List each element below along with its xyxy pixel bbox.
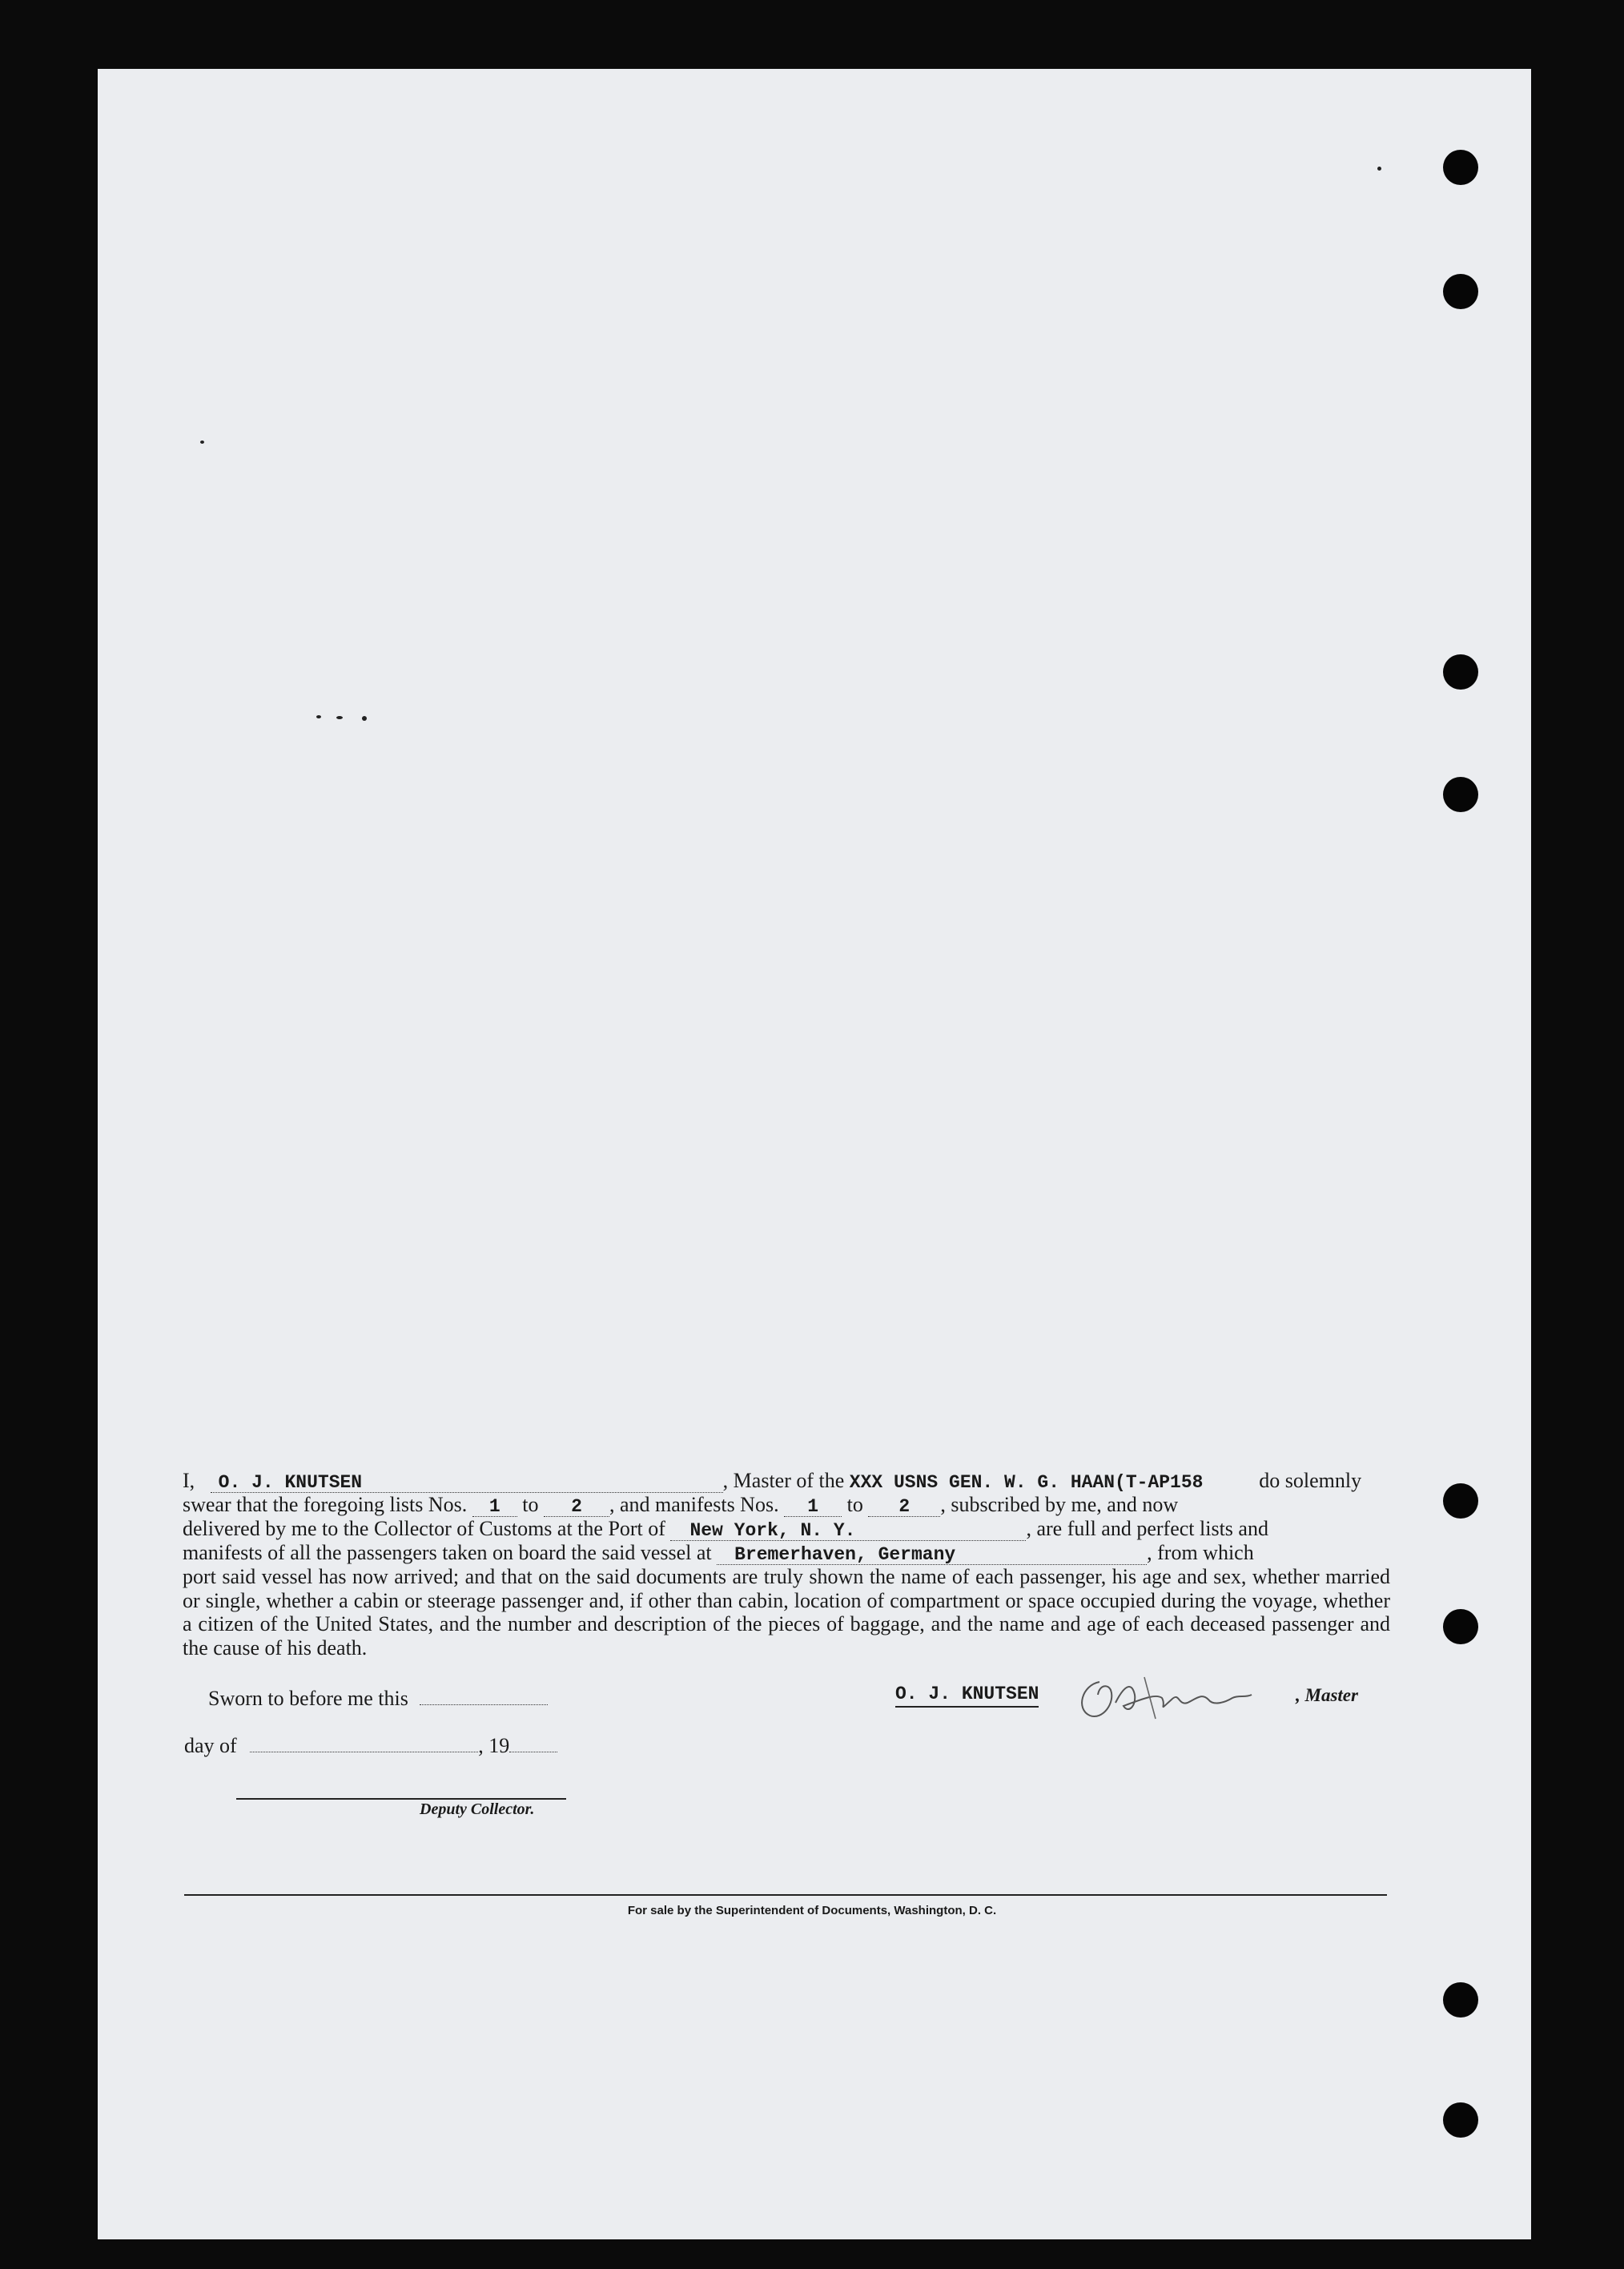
manifests-to-field: 2 [868,1498,940,1517]
sworn-date-field [420,1688,548,1705]
punch-hole [1443,1982,1478,2018]
punch-hole [1443,654,1478,690]
port-of-departure-field: Bremerhaven, Germany [717,1546,1147,1565]
day-of-row: day of , 19 [184,1734,557,1758]
oath-line-4: manifests of all the passengers taken on board the said vessel at Bremerhaven, Germany , from which [183,1541,1254,1565]
handwritten-signature [1067,1671,1268,1727]
punch-hole [1443,274,1478,309]
ink-speck [1377,167,1381,171]
oath-line-2: swear that the foregoing lists Nos. 1 to 2 , and manifests Nos. 1 to 2 , subscribed by me, and now [183,1493,1179,1517]
oath-line-3: delivered by me to the Collector of Customs at the Port of New York, N. Y. , are full and perfect lists and [183,1517,1268,1541]
footer-rule [184,1894,1387,1896]
year-field [509,1736,557,1752]
printing-office-note: For sale by the Superintendent of Documents, Washington, D. C. [627,1904,997,1917]
ink-speck [316,715,321,718]
manifests-from-field: 1 [784,1498,842,1517]
port-of-arrival-field: New York, N. Y. [670,1522,1026,1541]
lists-to-field: 2 [544,1498,609,1517]
day-of-field [250,1736,478,1752]
master-name-field: O. J. KNUTSEN [211,1474,723,1493]
deputy-signature-line [236,1798,566,1800]
master-oath [183,1469,1390,1660]
vessel-name-field: XXX USNS GEN. W. G. HAAN(T-AP158 [849,1472,1204,1493]
ink-speck [200,441,204,444]
sworn-row: Sworn to before me this [208,1687,548,1711]
typed-master-name: O. J. KNUTSEN [895,1684,1039,1708]
lists-from-field: 1 [472,1498,517,1517]
master-title: , Master [1296,1685,1358,1705]
ink-speck [336,716,343,719]
punch-hole [1443,150,1478,185]
oath-body: port said vessel has now arrived; and that on the said documents are truly shown the name of each passenger, his age and sex, whether married or single, whether a cabin or steerage passenger and, if other than cabin, location of compartment or space occupied during the voyage, whether a citizen of the United States, and the number and description of the pieces of baggage, and the name and age of each deceased passenger and the cause of his death. [183,1565,1390,1660]
punch-hole [1443,2102,1478,2138]
oath-line-1: I, O. J. KNUTSEN , Master of the XXX USNS GEN. W. G. HAAN(T-AP158 do solemnly [183,1469,1362,1493]
punch-hole [1443,777,1478,812]
punch-hole [1443,1483,1478,1519]
deputy-collector-label: Deputy Collector. [420,1800,535,1818]
master-signature-row [895,1680,1392,1736]
punch-hole [1443,1609,1478,1644]
ink-speck [362,716,367,721]
